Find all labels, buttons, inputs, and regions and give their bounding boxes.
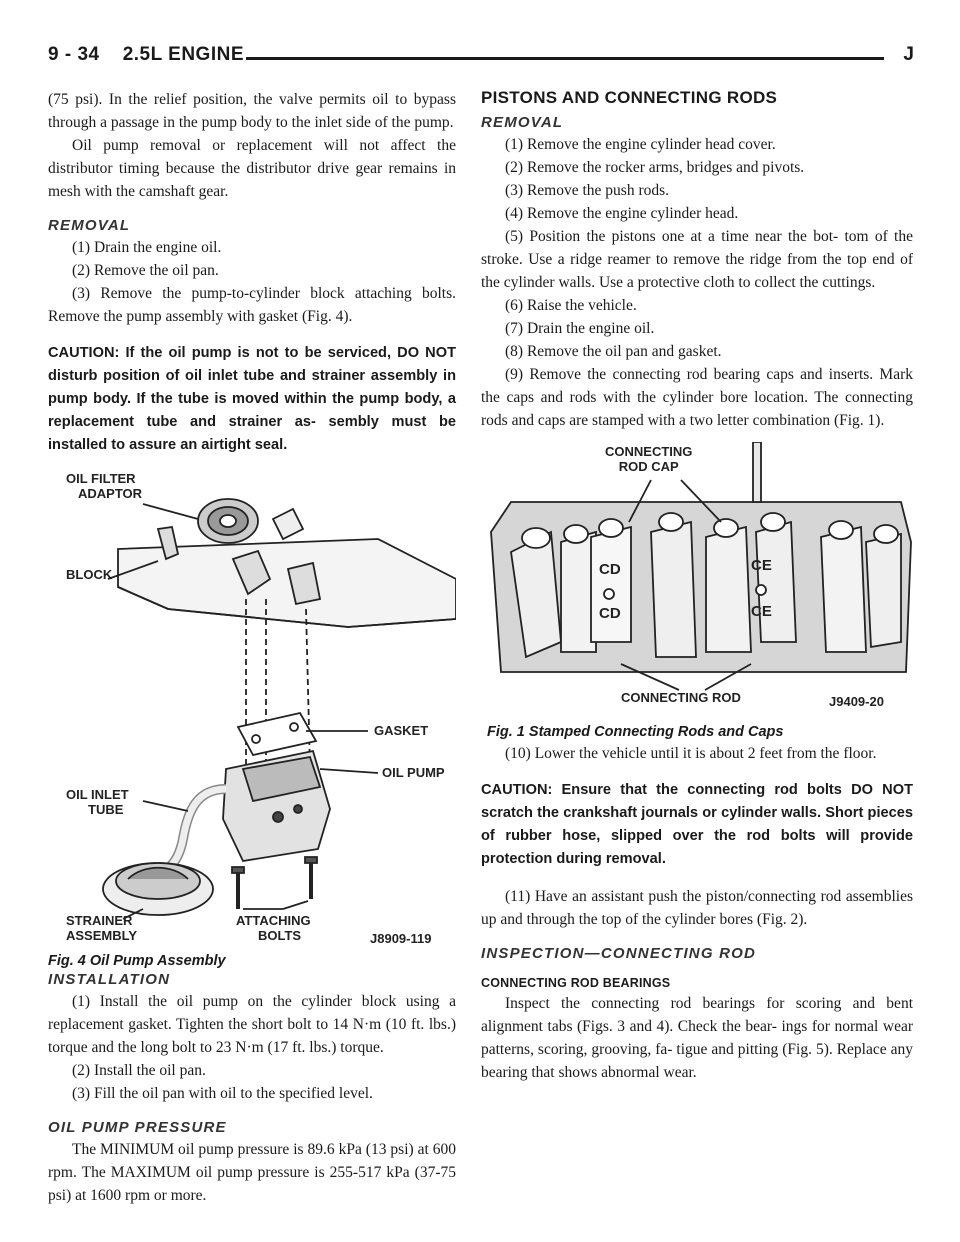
- figure-caption: Fig. 1 Stamped Connecting Rods and Caps: [487, 724, 784, 740]
- removal-step: (4) Remove the engine cylinder head.: [505, 205, 739, 222]
- installation-step: (1) Install the oil pump on the cylinder block using a replacement gasket. Tighten the short bolt to 14 N·m (10 ft. lbs.) torque and the long bolt to 23 N·m (17 ft. lbs.) torque.: [48, 993, 456, 1056]
- label-connecting-rod-cap: CONNECTING ROD CAP: [605, 444, 693, 474]
- caution-note: CAUTION: Ensure that the connecting rod bolts DO NOT scratch the crankshaft journals or cylinder walls. Short pieces of rubber hose, slipped over the rod bolts will provide protection during removal.: [481, 782, 913, 867]
- removal-step: (3) Remove the pump-to-cylinder block attaching bolts. Remove the pump assembly with gasket (Fig. 4).: [48, 285, 456, 325]
- label-block: BLOCK: [66, 567, 113, 582]
- figure-caption: Fig. 4 Oil Pump Assembly: [48, 953, 226, 969]
- right-column: [481, 88, 913, 1084]
- removal-heading: REMOVAL: [481, 114, 564, 131]
- label-strainer: STRAINER ASSEMBLY: [66, 913, 138, 943]
- removal-step: (1) Remove the engine cylinder head cover.: [505, 136, 776, 153]
- pressure-heading: OIL PUMP PRESSURE: [48, 1119, 227, 1136]
- figure-code: J8909-119: [370, 931, 432, 946]
- bearings-heading: CONNECTING ROD BEARINGS: [481, 976, 671, 990]
- page-number-title: 9 - 34 2.5L ENGINE: [48, 44, 245, 65]
- installation-step: (3) Fill the oil pan with oil to the specified level.: [72, 1085, 373, 1102]
- removal-step: (2) Remove the rocker arms, bridges and pivots.: [505, 159, 805, 176]
- installation-step: (2) Install the oil pan.: [72, 1062, 206, 1079]
- label-oil-inlet-tube: OIL INLET TUBE: [66, 787, 129, 817]
- label-connecting-rod: CONNECTING ROD: [621, 690, 741, 705]
- removal-step: (6) Raise the vehicle.: [505, 297, 637, 314]
- label-oil-filter: OIL FILTER ADAPTOR: [66, 471, 143, 501]
- paragraph: Inspect the connecting rod bearings for scoring and bent alignment tabs (Figs. 3 and 4). Check the bear- ings for normal wear patterns, scoring, grooving, fa- tigue and pitting (Fig. 5). Replace any bearing that shows abnormal wear.: [481, 995, 913, 1081]
- header-letter: J: [903, 44, 914, 65]
- caution-note: CAUTION: If the oil pump is not to be serviced, DO NOT disturb position of oil inlet tube and strainer assembly in pump body. If the tube is moved within the pump body, a replacement tube and strainer as- sembly must be installed to assure an airtight seal.: [48, 345, 456, 453]
- removal-step: (5) Position the pistons one at a time near the bot- tom of the stroke. Use a ridge reamer to remove the ridge from the top end of the cylinder walls. Use a protective cloth to collect the cuttings.: [481, 228, 913, 291]
- stamp-ce-bottom: CE: [751, 603, 772, 620]
- connecting-rod-figure: [481, 442, 913, 742]
- removal-step: (9) Remove the connecting rod bearing caps and inserts. Mark the caps and rods with the cylinder bore location. The connecting rods and caps are stamped with a two letter combination (Fig. 1).: [481, 366, 913, 429]
- installation-heading: INSTALLATION: [48, 971, 171, 988]
- removal-step: (2) Remove the oil pan.: [72, 262, 219, 279]
- inspection-heading: INSPECTION—CONNECTING ROD: [481, 945, 757, 962]
- paragraph: The MINIMUM oil pump pressure is 89.6 kPa (13 psi) at 600 rpm. The MAXIMUM oil pump pressure is 255-517 kPa (37-75 psi) at 1600 rpm or more.: [48, 1141, 456, 1204]
- label-attaching-bolts: ATTACHING BOLTS: [236, 913, 311, 943]
- section-heading: PISTONS AND CONNECTING RODS: [481, 88, 778, 107]
- removal-step: (11) Have an assistant push the piston/connecting rod assemblies up and through the top of the cylinder bores (Fig. 2).: [481, 888, 913, 928]
- left-column: [48, 88, 456, 1207]
- label-gasket: GASKET: [374, 723, 429, 738]
- paragraph: (75 psi). In the relief position, the valve permits oil to bypass through a passage in the pump body to the inlet side of the pump.: [48, 91, 456, 131]
- stamp-ce-top: CE: [751, 557, 772, 574]
- removal-step: (3) Remove the push rods.: [505, 182, 670, 199]
- removal-heading: REMOVAL: [48, 217, 131, 234]
- label-oil-pump: OIL PUMP: [382, 765, 445, 780]
- removal-step: (7) Drain the engine oil.: [505, 320, 655, 337]
- connecting-rod-illustration: [481, 442, 913, 714]
- oil-pump-illustration: [48, 469, 456, 939]
- stamp-cd-top: CD: [599, 561, 621, 578]
- page-header: [48, 44, 914, 74]
- paragraph: Oil pump removal or replacement will not affect the distributor timing because the distributor drive gear remains in mesh with the camshaft gear.: [48, 137, 456, 200]
- stamp-cd-bottom: CD: [599, 605, 621, 622]
- header-rule: [246, 57, 884, 60]
- removal-step: (10) Lower the vehicle until it is about 2 feet from the floor.: [505, 745, 877, 762]
- oil-pump-figure: [48, 469, 456, 969]
- removal-step: (8) Remove the oil pan and gasket.: [505, 343, 722, 360]
- removal-step: (1) Drain the engine oil.: [72, 239, 222, 256]
- figure-code: J9409-20: [829, 694, 884, 709]
